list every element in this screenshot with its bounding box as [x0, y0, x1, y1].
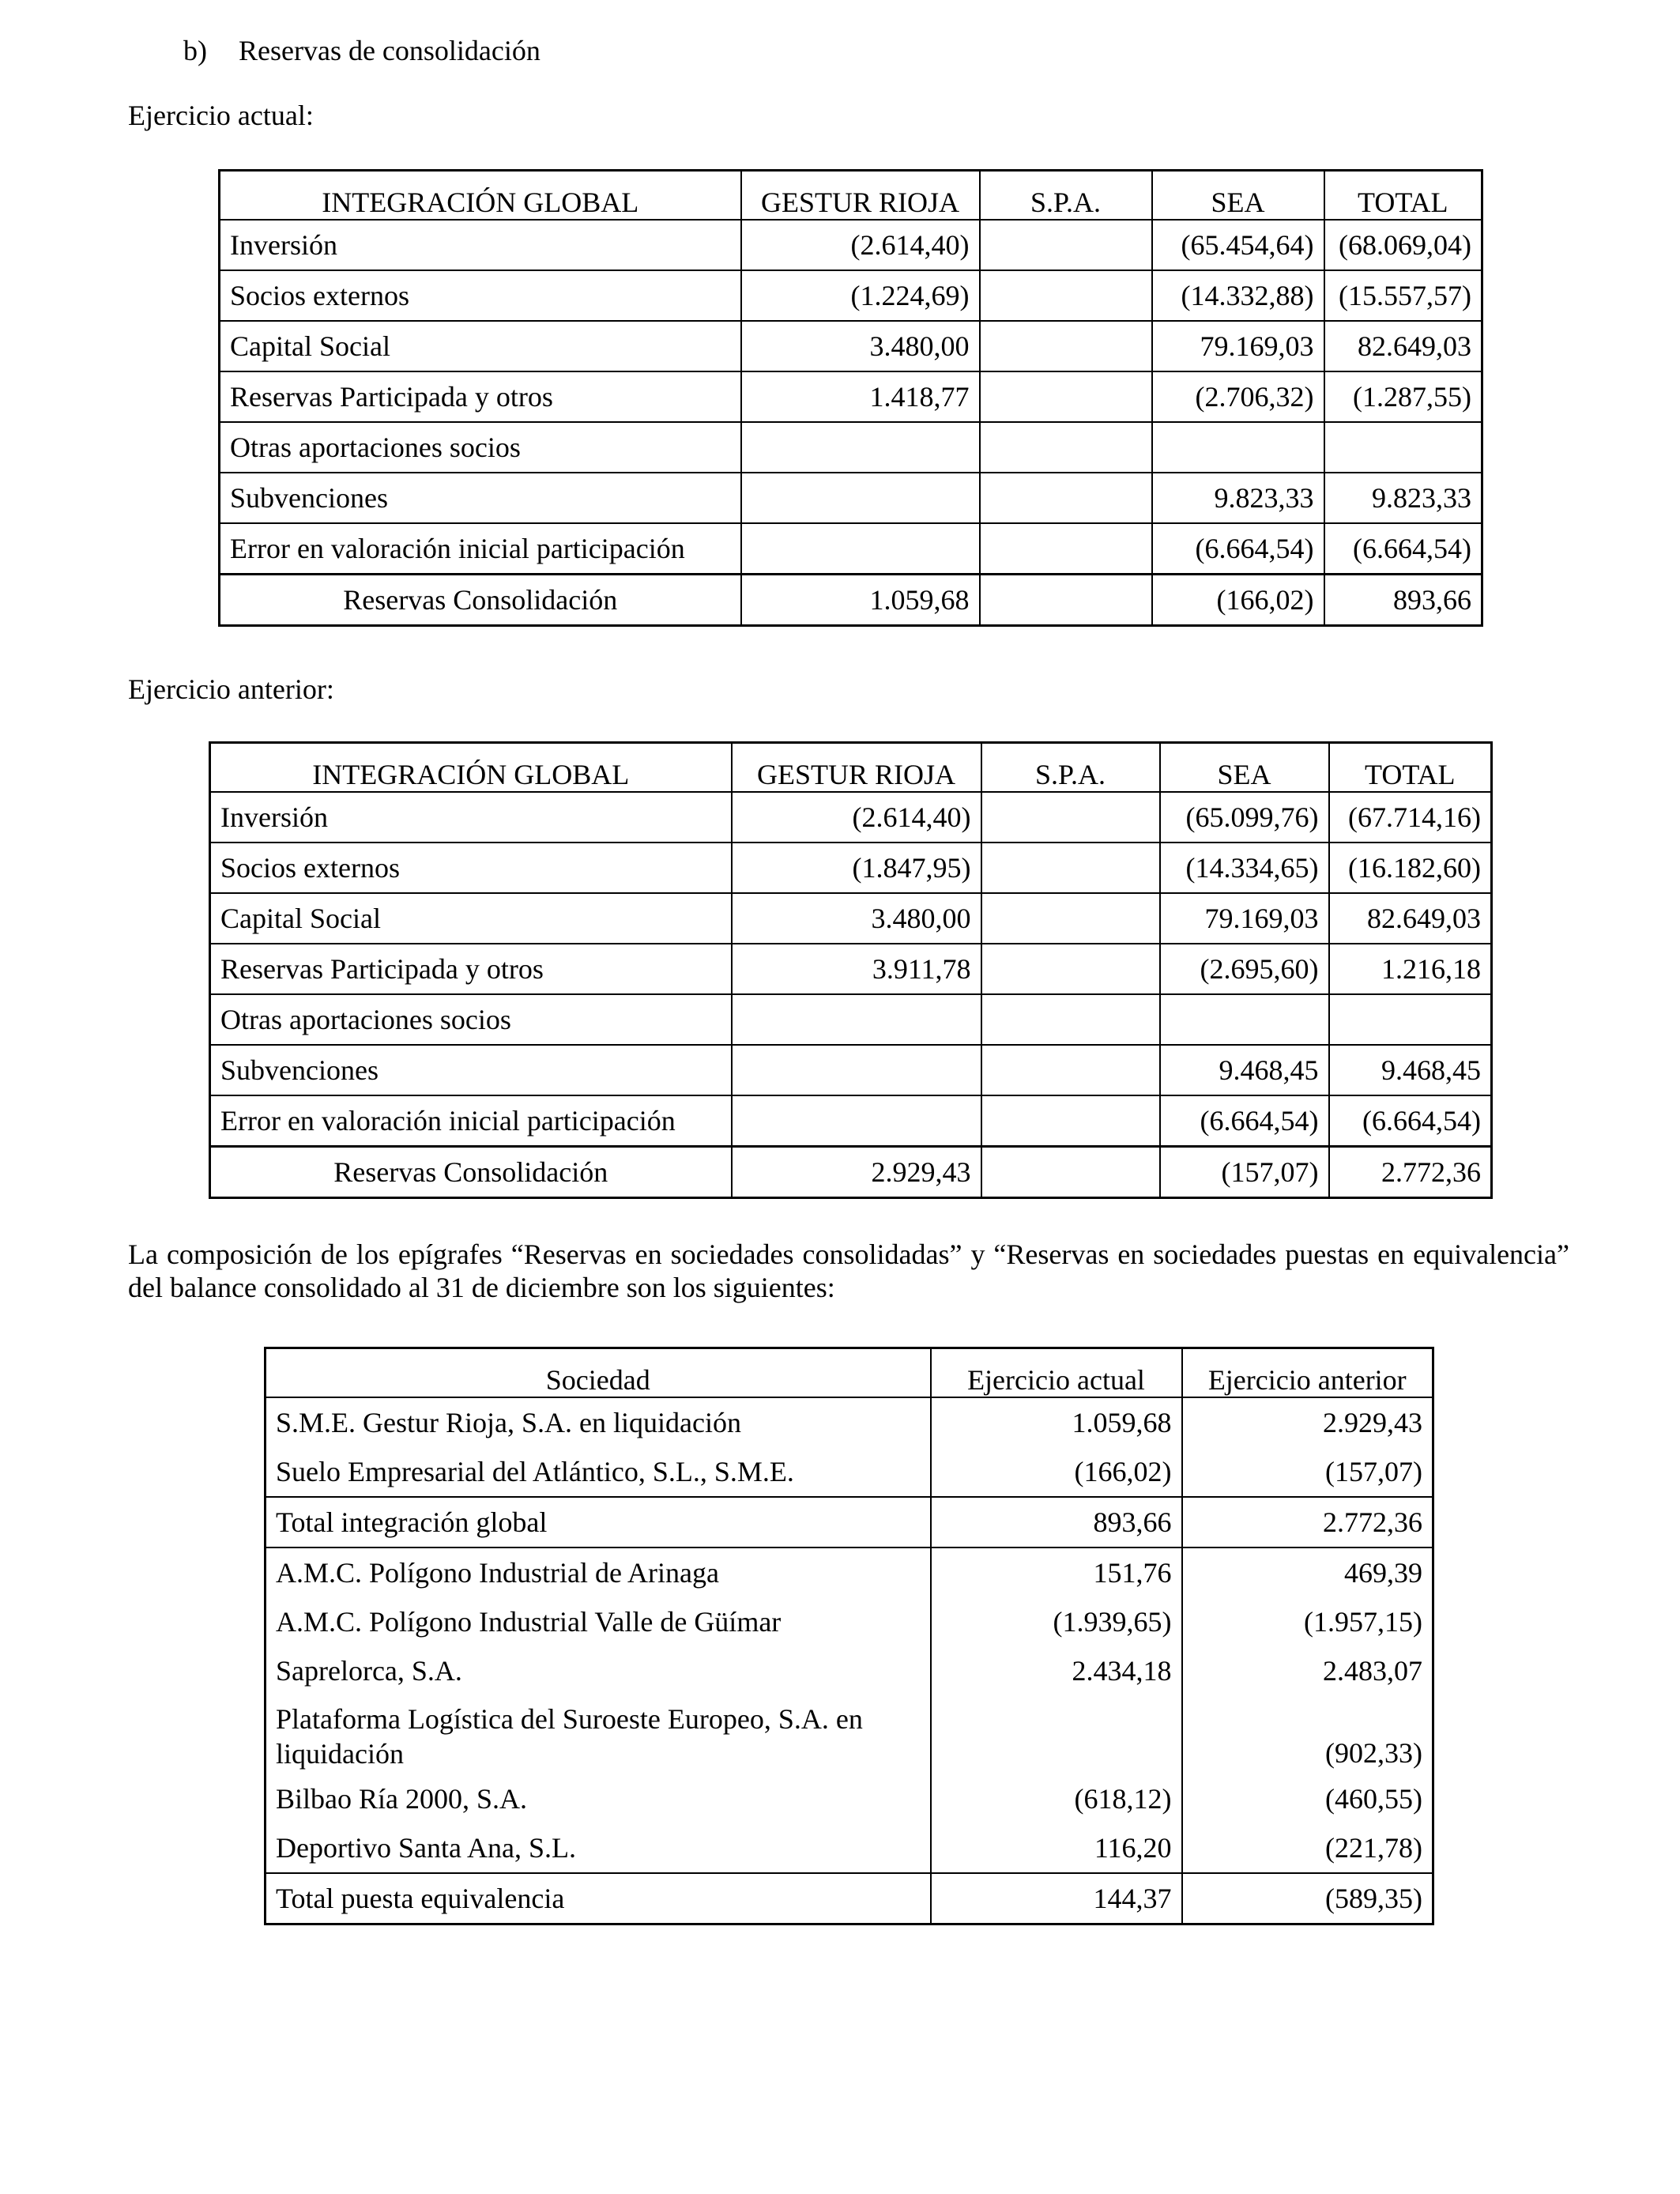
cell-value: (65.454,64)	[1152, 220, 1324, 270]
cell-value: (15.557,57)	[1324, 270, 1482, 321]
cell-value: (6.664,54)	[1329, 1095, 1492, 1147]
company-name: A.M.C. Polígono Industrial de Arinaga	[266, 1547, 931, 1597]
table-row	[210, 944, 1492, 994]
table-row	[210, 843, 1492, 893]
cell-value	[980, 523, 1152, 575]
col-header: GESTUR RIOJA	[741, 171, 980, 221]
row-label: Capital Social	[210, 893, 732, 944]
cell-value: (6.664,54)	[1324, 523, 1482, 575]
cell-value	[981, 944, 1160, 994]
total-label: Reservas Consolidación	[220, 575, 741, 626]
cell-value: (1.957,15)	[1182, 1597, 1433, 1646]
company-name: Total integración global	[266, 1497, 931, 1547]
table-row	[220, 220, 1482, 270]
cell-value: 9.468,45	[1160, 1045, 1329, 1095]
cell-value	[980, 422, 1152, 473]
cell-value: 469,39	[1182, 1547, 1433, 1597]
composition-paragraph: La composición de los epígrafes “Reservas en sociedades consolidadas” y “Reservas en sociedades puestas en equivalencia” del balance consolidado al 31 de diciembre son los siguientes:	[128, 1238, 1569, 1303]
cell-value	[980, 220, 1152, 270]
table-ejercicio-actual	[218, 169, 1483, 627]
row-label: Reservas Participada y otros	[210, 944, 732, 994]
cell-value: (589,35)	[1182, 1873, 1433, 1924]
col-header: S.P.A.	[980, 171, 1152, 221]
cell-value	[732, 994, 981, 1045]
table-row	[210, 994, 1492, 1045]
heading-label: b)	[183, 35, 207, 66]
table-row	[266, 1646, 1433, 1695]
table-header-row	[266, 1348, 1433, 1398]
cell-value	[931, 1695, 1182, 1774]
total-row	[266, 1873, 1433, 1924]
cell-value: (6.664,54)	[1152, 523, 1324, 575]
total-value: 2.929,43	[732, 1147, 981, 1198]
cell-value: (2.614,40)	[741, 220, 980, 270]
cell-value: 79.169,03	[1152, 321, 1324, 371]
cell-value: 1.059,68	[931, 1397, 1182, 1447]
cell-value: (1.847,95)	[732, 843, 981, 893]
table-row	[266, 1447, 1433, 1497]
table-row	[220, 523, 1482, 575]
table-sociedades	[264, 1347, 1434, 1925]
cell-value: 1.418,77	[741, 371, 980, 422]
total-row	[220, 575, 1482, 626]
table-row	[266, 1823, 1433, 1873]
cell-value: 893,66	[931, 1497, 1182, 1547]
cell-value: 1.216,18	[1329, 944, 1492, 994]
cell-value: 2.772,36	[1182, 1497, 1433, 1547]
table-row	[266, 1397, 1433, 1447]
cell-value: 9.468,45	[1329, 1045, 1492, 1095]
cell-value: (460,55)	[1182, 1774, 1433, 1823]
cell-value: 2.929,43	[1182, 1397, 1433, 1447]
total-value: 893,66	[1324, 575, 1482, 626]
ejercicio-anterior-label: Ejercicio anterior:	[128, 673, 334, 705]
cell-value: (65.099,76)	[1160, 792, 1329, 843]
cell-value: (14.334,65)	[1160, 843, 1329, 893]
table-row	[266, 1774, 1433, 1823]
cell-value: 82.649,03	[1324, 321, 1482, 371]
cell-value: 3.480,00	[732, 893, 981, 944]
table-row	[220, 422, 1482, 473]
cell-value	[981, 1045, 1160, 1095]
cell-value: (16.182,60)	[1329, 843, 1492, 893]
table-row	[220, 371, 1482, 422]
ejercicio-actual-label: Ejercicio actual:	[128, 100, 314, 131]
col-header: Ejercicio actual	[931, 1348, 1182, 1398]
row-label: Capital Social	[220, 321, 741, 371]
company-name: Bilbao Ría 2000, S.A.	[266, 1774, 931, 1823]
table-row	[220, 473, 1482, 523]
company-name: A.M.C. Polígono Industrial Valle de Güímar	[266, 1597, 931, 1646]
row-label: Error en valoración inicial participación	[210, 1095, 732, 1147]
col-header: S.P.A.	[981, 743, 1160, 793]
company-name: Deportivo Santa Ana, S.L.	[266, 1823, 931, 1873]
row-label: Otras aportaciones socios	[210, 994, 732, 1045]
table-ejercicio-anterior	[209, 741, 1493, 1199]
row-label: Socios externos	[210, 843, 732, 893]
total-row	[266, 1497, 1433, 1547]
total-row	[210, 1147, 1492, 1198]
cell-value: (14.332,88)	[1152, 270, 1324, 321]
row-label: Reservas Participada y otros	[220, 371, 741, 422]
cell-value: (902,33)	[1182, 1695, 1433, 1774]
col-header: SEA	[1160, 743, 1329, 793]
row-label: Error en valoración inicial participación	[220, 523, 741, 575]
cell-value	[1329, 994, 1492, 1045]
cell-value	[980, 371, 1152, 422]
cell-value: 2.483,07	[1182, 1646, 1433, 1695]
cell-value: (221,78)	[1182, 1823, 1433, 1873]
cell-value: (1.939,65)	[931, 1597, 1182, 1646]
heading-text: Reservas de consolidación	[239, 35, 541, 66]
table-row	[210, 893, 1492, 944]
cell-value	[980, 321, 1152, 371]
company-name: S.M.E. Gestur Rioja, S.A. en liquidación	[266, 1397, 931, 1447]
total-label: Reservas Consolidación	[210, 1147, 732, 1198]
company-name: Plataforma Logística del Suroeste Europeo, S.A. en liquidación	[266, 1695, 931, 1774]
col-header: Ejercicio anterior	[1182, 1348, 1433, 1398]
cell-value: (67.714,16)	[1329, 792, 1492, 843]
cell-value	[981, 893, 1160, 944]
col-header: TOTAL	[1329, 743, 1492, 793]
cell-value: (2.706,32)	[1152, 371, 1324, 422]
cell-value	[741, 523, 980, 575]
table-row	[266, 1695, 1433, 1774]
cell-value: 82.649,03	[1329, 893, 1492, 944]
col-header: TOTAL	[1324, 171, 1482, 221]
cell-value: (1.224,69)	[741, 270, 980, 321]
cell-value: 3.911,78	[732, 944, 981, 994]
cell-value: 116,20	[931, 1823, 1182, 1873]
cell-value: 9.823,33	[1152, 473, 1324, 523]
row-label: Subvenciones	[220, 473, 741, 523]
cell-value: (68.069,04)	[1324, 220, 1482, 270]
cell-value	[980, 270, 1152, 321]
cell-value: (618,12)	[931, 1774, 1182, 1823]
cell-value	[732, 1045, 981, 1095]
total-value	[981, 1147, 1160, 1198]
table-row	[266, 1547, 1433, 1597]
cell-value: 151,76	[931, 1547, 1182, 1597]
col-header: Sociedad	[266, 1348, 931, 1398]
cell-value	[1160, 994, 1329, 1045]
table-row	[266, 1597, 1433, 1646]
table-row	[220, 270, 1482, 321]
cell-value: 9.823,33	[1324, 473, 1482, 523]
company-name: Suelo Empresarial del Atlántico, S.L., S.M.E.	[266, 1447, 931, 1497]
cell-value: 3.480,00	[741, 321, 980, 371]
company-name: Saprelorca, S.A.	[266, 1646, 931, 1695]
total-value	[980, 575, 1152, 626]
cell-value: 144,37	[931, 1873, 1182, 1924]
table-row	[210, 1095, 1492, 1147]
cell-value: (166,02)	[931, 1447, 1182, 1497]
cell-value	[981, 792, 1160, 843]
section-heading	[183, 32, 541, 70]
row-label: Inversión	[210, 792, 732, 843]
table-header-row	[220, 171, 1482, 221]
cell-value: (2.614,40)	[732, 792, 981, 843]
cell-value: (2.695,60)	[1160, 944, 1329, 994]
cell-value	[741, 473, 980, 523]
row-label: Inversión	[220, 220, 741, 270]
cell-value: (6.664,54)	[1160, 1095, 1329, 1147]
cell-value	[981, 994, 1160, 1045]
total-value: 1.059,68	[741, 575, 980, 626]
row-label: Otras aportaciones socios	[220, 422, 741, 473]
col-header: SEA	[1152, 171, 1324, 221]
cell-value: (1.287,55)	[1324, 371, 1482, 422]
cell-value	[980, 473, 1152, 523]
cell-value	[1324, 422, 1482, 473]
cell-value: (157,07)	[1182, 1447, 1433, 1497]
cell-value: 79.169,03	[1160, 893, 1329, 944]
table-header-row	[210, 743, 1492, 793]
cell-value	[981, 1095, 1160, 1147]
table-row	[210, 1045, 1492, 1095]
company-name: Total puesta equivalencia	[266, 1873, 931, 1924]
total-value: 2.772,36	[1329, 1147, 1492, 1198]
row-label: Subvenciones	[210, 1045, 732, 1095]
table-row	[220, 321, 1482, 371]
table-row	[210, 792, 1492, 843]
row-label: Socios externos	[220, 270, 741, 321]
cell-value	[732, 1095, 981, 1147]
cell-value: 2.434,18	[931, 1646, 1182, 1695]
cell-value	[981, 843, 1160, 893]
cell-value	[1152, 422, 1324, 473]
total-value: (166,02)	[1152, 575, 1324, 626]
total-value: (157,07)	[1160, 1147, 1329, 1198]
col-header: GESTUR RIOJA	[732, 743, 981, 793]
col-header: INTEGRACIÓN GLOBAL	[210, 743, 732, 793]
col-header: INTEGRACIÓN GLOBAL	[220, 171, 741, 221]
cell-value	[741, 422, 980, 473]
